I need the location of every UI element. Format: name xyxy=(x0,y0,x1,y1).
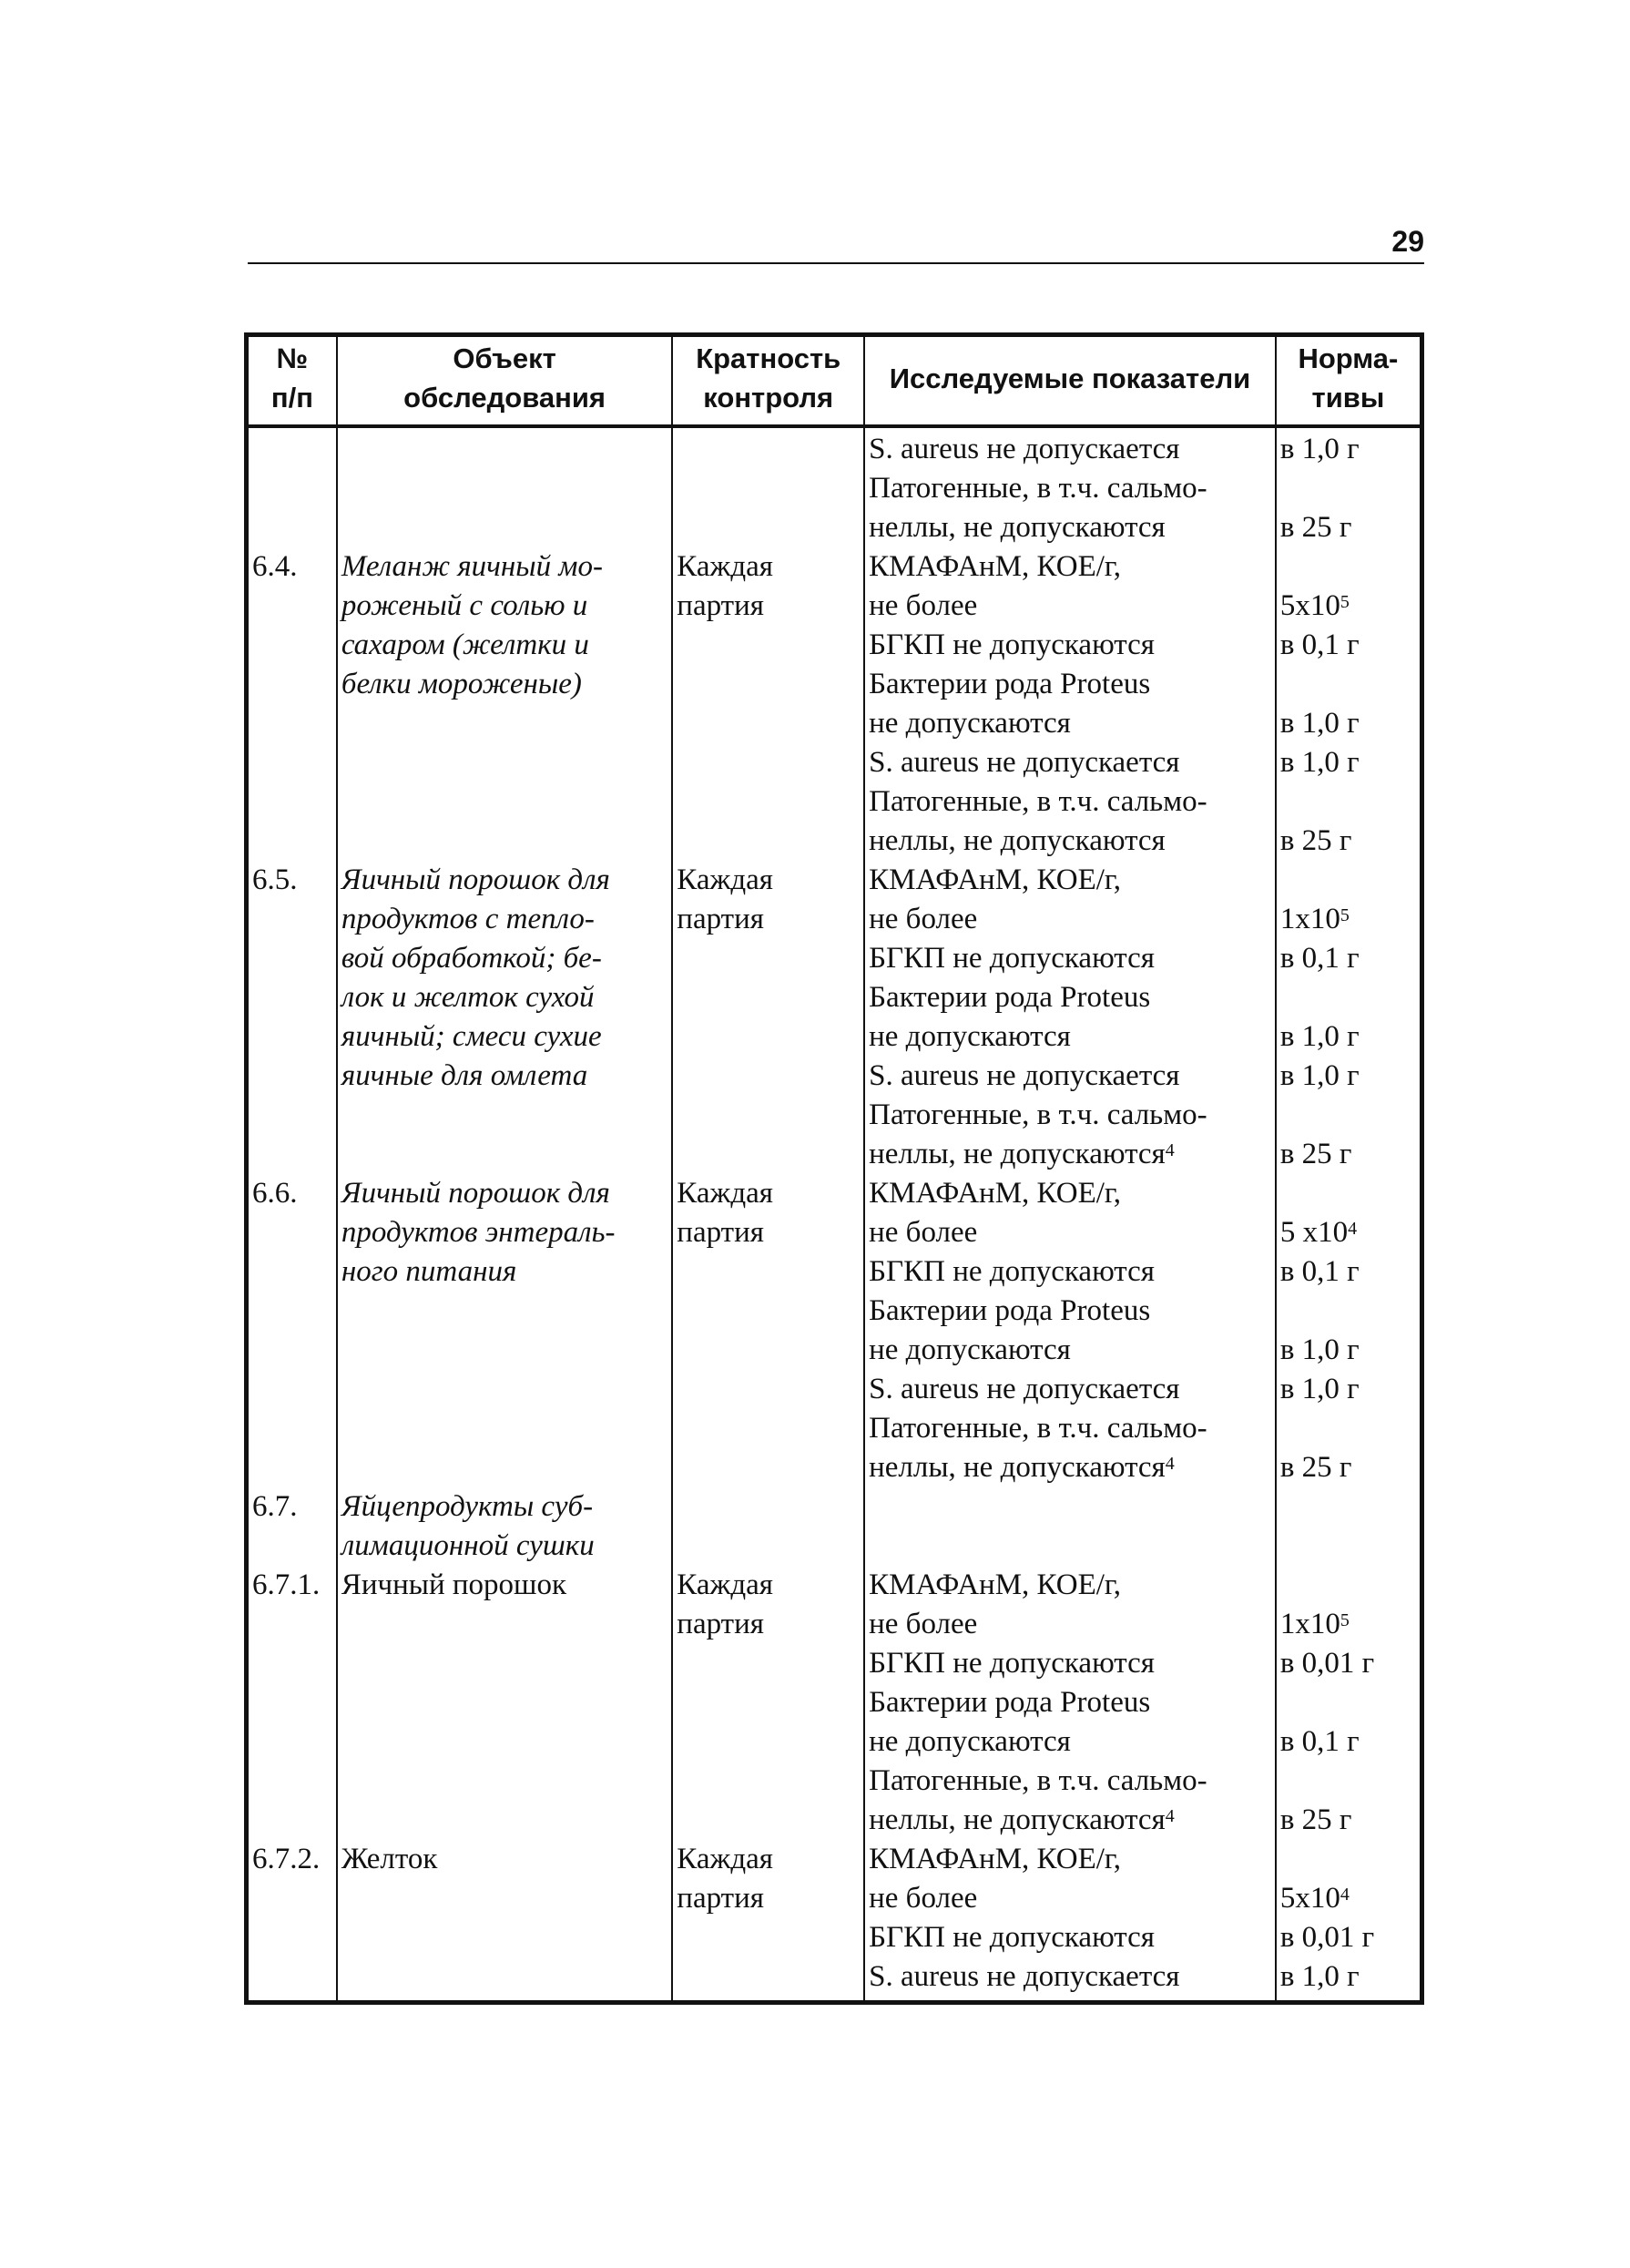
norm-line xyxy=(1280,743,1416,782)
norm-line xyxy=(1280,1918,1416,1957)
indicator-line xyxy=(869,1057,1271,1096)
row-number-text: 6.4. xyxy=(252,550,298,583)
norm-line xyxy=(1280,1213,1416,1252)
table-row xyxy=(247,1840,1422,2003)
cell-norms xyxy=(1276,1566,1422,1840)
object-line xyxy=(341,1174,667,1213)
object-line xyxy=(341,547,667,587)
object-line-text: продуктов энтераль- xyxy=(341,1216,616,1249)
indicator-line-text: S. aureus не допускается xyxy=(869,433,1180,465)
norm-line xyxy=(1280,1683,1416,1722)
cell-norms xyxy=(1276,547,1422,861)
object-line-text: лок и желток сухой xyxy=(341,981,595,1014)
header-object xyxy=(337,335,672,427)
cell-num xyxy=(247,1566,337,1840)
cell-frequency xyxy=(672,1487,864,1566)
cell-num xyxy=(247,426,337,547)
norm-line xyxy=(1280,1448,1416,1487)
header-num-line: п/п xyxy=(270,382,313,414)
norm-line xyxy=(1280,1370,1416,1409)
norm-line-text: в 25 г xyxy=(1279,511,1352,544)
indicator-line xyxy=(869,1722,1271,1762)
indicator-line-text: неллы, не допускаются xyxy=(869,824,1166,857)
row-number xyxy=(252,1566,332,1605)
header-rule xyxy=(248,262,1424,264)
indicator-line-text: БГКП не допускаются xyxy=(869,1647,1155,1680)
frequency-line-text: Каждая xyxy=(677,1177,773,1210)
norm-line-text: в 25 г xyxy=(1279,1803,1352,1836)
frequency-line xyxy=(677,1605,860,1644)
header-frequency-line: Кратность xyxy=(696,342,841,374)
indicator-line xyxy=(869,1840,1271,1879)
table-row xyxy=(247,1566,1422,1840)
cell-indicators xyxy=(864,426,1276,547)
indicator-line xyxy=(869,1292,1271,1331)
norm-line-text: 5 x10 xyxy=(1279,1216,1349,1249)
norm-line xyxy=(1280,1566,1416,1605)
indicator-line-text: не допускаются xyxy=(869,1725,1071,1758)
norm-line xyxy=(1280,822,1416,861)
norm-line xyxy=(1280,704,1416,743)
object-line xyxy=(341,1566,667,1605)
cell-num xyxy=(247,547,337,861)
cell-frequency xyxy=(672,1840,864,2003)
norm-line xyxy=(1280,626,1416,665)
indicator-line xyxy=(869,1957,1271,1997)
row-number xyxy=(252,1487,332,1527)
indicator-line-text: Бактерии рода Proteus xyxy=(869,1686,1151,1719)
row-number-text: 6.5. xyxy=(252,863,298,896)
header-object-line: Объект xyxy=(453,342,556,374)
indicator-line-text: не более xyxy=(869,1882,978,1915)
frequency-line xyxy=(677,1487,860,1527)
norm-line-text: в 0,1 г xyxy=(1279,1725,1360,1758)
object-line-text: яичный; смеси сухие xyxy=(341,1020,602,1053)
indicator-line-text: S. aureus не допускается xyxy=(869,1960,1180,1993)
object-line-text: Яйцепродукты суб- xyxy=(341,1490,594,1523)
frequency-line-text: Каждая xyxy=(677,1843,773,1875)
norm-line-text: в 1,0 г xyxy=(1279,746,1360,779)
cell-norms xyxy=(1276,1840,1422,2003)
table-row xyxy=(247,426,1422,547)
frequency-line xyxy=(677,1566,860,1605)
norm-line xyxy=(1280,978,1416,1017)
norm-line xyxy=(1280,782,1416,822)
cell-indicators xyxy=(864,1566,1276,1840)
row-number xyxy=(252,1840,332,1879)
indicator-line xyxy=(869,626,1271,665)
header-indicators xyxy=(864,335,1276,427)
header-norms xyxy=(1276,335,1422,427)
cell-frequency xyxy=(672,861,864,1174)
cell-num xyxy=(247,1174,337,1487)
norm-line-text: в 0,1 г xyxy=(1279,628,1360,661)
cell-object xyxy=(337,547,672,861)
indicator-line-text: S. aureus не допускается xyxy=(869,1373,1180,1405)
object-line-text: продуктов с тепло- xyxy=(341,903,595,935)
indicator-line-text: КМАФАнМ, КОЕ/г, xyxy=(869,1177,1121,1210)
cell-frequency xyxy=(672,1566,864,1840)
header-num xyxy=(247,335,337,427)
object-line-text: Яичный порошок для xyxy=(341,863,610,896)
table-row xyxy=(247,1487,1422,1566)
table-row xyxy=(247,861,1422,1174)
indicator-line xyxy=(869,587,1271,626)
norm-line-text: в 0,1 г xyxy=(1279,1255,1360,1288)
norm-line-text: в 0,01 г xyxy=(1279,1647,1375,1680)
indicator-line-text: S. aureus не допускается xyxy=(869,1059,1180,1092)
norm-line xyxy=(1280,939,1416,978)
indicator-line xyxy=(869,665,1271,704)
indicator-line-text: КМАФАнМ, КОЕ/г, xyxy=(869,1843,1121,1875)
table-row xyxy=(247,547,1422,861)
norm-line xyxy=(1280,430,1416,469)
object-line xyxy=(341,1487,667,1527)
header-indicators-line: Исследуемые показатели xyxy=(889,362,1251,394)
cell-object xyxy=(337,1487,672,1566)
object-line xyxy=(341,1213,667,1252)
norm-line-text: 5x10 xyxy=(1279,1882,1340,1915)
indicator-line-text: КМАФАнМ, КОЕ/г, xyxy=(869,863,1121,896)
indicator-line-text: неллы, не допускаются xyxy=(869,511,1166,544)
indicator-line xyxy=(869,1801,1271,1840)
norm-line xyxy=(1280,1762,1416,1801)
frequency-line xyxy=(677,861,860,900)
norm-line xyxy=(1280,900,1416,939)
norm-line-text: в 0,01 г xyxy=(1279,1921,1375,1954)
norm-line-text: в 1,0 г xyxy=(1279,1373,1360,1405)
indicator-line-text: не более xyxy=(869,1608,978,1640)
norm-line xyxy=(1280,547,1416,587)
norm-line-text: в 0,1 г xyxy=(1279,942,1360,975)
indicator-line xyxy=(869,469,1271,508)
indicator-line-text: Бактерии рода Proteus xyxy=(869,981,1151,1014)
norm-line-text: в 1,0 г xyxy=(1279,1960,1360,1993)
indicator-line xyxy=(869,1762,1271,1801)
object-line-text: Желток xyxy=(341,1843,438,1875)
object-line xyxy=(341,939,667,978)
indicator-line-text: Патогенные, в т.ч. сальмо- xyxy=(869,1412,1207,1445)
norm-line-text: 1x10 xyxy=(1279,1608,1340,1640)
indicator-line-text: не допускаются xyxy=(869,1020,1071,1053)
indicator-line-text: БГКП не допускаются xyxy=(869,1921,1155,1954)
indicator-line xyxy=(869,1135,1271,1174)
table-body xyxy=(247,426,1422,2003)
indicator-line xyxy=(869,1096,1271,1135)
indicator-line xyxy=(869,743,1271,782)
indicator-line-text: КМАФАнМ, КОЕ/г, xyxy=(869,550,1121,583)
cell-frequency xyxy=(672,547,864,861)
norm-line xyxy=(1280,861,1416,900)
norm-line-text: в 25 г xyxy=(1279,824,1352,857)
indicator-line xyxy=(869,1252,1271,1292)
object-line xyxy=(341,1527,667,1566)
indicator-line-text: не допускаются xyxy=(869,1333,1071,1366)
indicator-line xyxy=(869,430,1271,469)
norm-line xyxy=(1280,665,1416,704)
cell-frequency xyxy=(672,426,864,547)
object-line xyxy=(341,430,667,469)
row-number-text: 6.7. xyxy=(252,1490,298,1523)
indicator-line xyxy=(869,1879,1271,1918)
header-frequency xyxy=(672,335,864,427)
indicator-line-text: не допускаются xyxy=(869,707,1071,740)
table-header-row xyxy=(247,335,1422,427)
norm-line-text: в 25 г xyxy=(1279,1138,1352,1170)
row-number xyxy=(252,547,332,587)
indicator-line-text: БГКП не допускаются xyxy=(869,942,1155,975)
frequency-line xyxy=(677,1879,860,1918)
cell-num xyxy=(247,1840,337,2003)
object-line-text: лимационной сушки xyxy=(341,1529,595,1562)
object-line-text: сахаром (желтки и xyxy=(341,628,589,661)
object-line xyxy=(341,1840,667,1879)
object-line-text: яичные для омлета xyxy=(341,1059,588,1092)
norm-line xyxy=(1280,1292,1416,1331)
indicator-line-text: Патогенные, в т.ч. сальмо- xyxy=(869,472,1207,505)
row-number-text: 6.6. xyxy=(252,1177,298,1210)
cell-object xyxy=(337,1840,672,2003)
cell-norms xyxy=(1276,1487,1422,1566)
frequency-line xyxy=(677,1213,860,1252)
frequency-line xyxy=(677,1174,860,1213)
indicator-line-text: не более xyxy=(869,1216,978,1249)
header-object-line: обследования xyxy=(403,382,606,414)
norm-line xyxy=(1280,1096,1416,1135)
object-line xyxy=(341,665,667,704)
norm-line-text: в 1,0 г xyxy=(1279,707,1360,740)
frequency-line-text: партия xyxy=(677,1216,764,1249)
object-line xyxy=(341,626,667,665)
frequency-line-text: партия xyxy=(677,589,764,622)
norm-line xyxy=(1280,1957,1416,1997)
indicator-line-text: неллы, не допускаются xyxy=(869,1803,1166,1836)
indicator-line xyxy=(869,1683,1271,1722)
norm-line xyxy=(1280,1527,1416,1566)
frequency-line-text: партия xyxy=(677,1882,764,1915)
norm-line-text: в 25 г xyxy=(1279,1451,1352,1484)
indicator-line xyxy=(869,508,1271,547)
header-norms-line: тивы xyxy=(1311,382,1385,414)
object-line-text: вой обработкой; бе- xyxy=(341,942,602,975)
norms-table xyxy=(244,332,1424,2005)
indicator-line xyxy=(869,704,1271,743)
indicator-line-text: Бактерии рода Proteus xyxy=(869,668,1151,700)
row-number-text: 6.7.1. xyxy=(252,1568,321,1601)
indicator-line-text: Патогенные, в т.ч. сальмо- xyxy=(869,1098,1207,1131)
norm-line xyxy=(1280,1409,1416,1448)
indicator-line-text: БГКП не допускаются xyxy=(869,628,1155,661)
norm-line xyxy=(1280,1017,1416,1057)
indicator-line xyxy=(869,1605,1271,1644)
frequency-line xyxy=(677,547,860,587)
indicator-line-text: Бактерии рода Proteus xyxy=(869,1294,1151,1327)
norm-line xyxy=(1280,1252,1416,1292)
cell-norms xyxy=(1276,1174,1422,1487)
frequency-line xyxy=(677,430,860,469)
norm-line-text: 1x10 xyxy=(1279,903,1340,935)
indicator-line xyxy=(869,1370,1271,1409)
norm-line xyxy=(1280,1605,1416,1644)
object-line xyxy=(341,1252,667,1292)
cell-frequency xyxy=(672,1174,864,1487)
norm-line xyxy=(1280,1840,1416,1879)
row-number xyxy=(252,1174,332,1213)
object-line-text: Яичный порошок для xyxy=(341,1177,610,1210)
frequency-line xyxy=(677,900,860,939)
object-line xyxy=(341,978,667,1017)
indicator-line-text: S. aureus не допускается xyxy=(869,746,1180,779)
norm-exponent: 4 xyxy=(1340,1885,1350,1905)
row-number xyxy=(252,430,332,469)
norm-line-text: в 1,0 г xyxy=(1279,433,1360,465)
frequency-line-text: партия xyxy=(677,903,764,935)
indicator-line xyxy=(869,1331,1271,1370)
norm-line xyxy=(1280,1057,1416,1096)
object-line-text: Меланж яичный мо- xyxy=(341,550,603,583)
norm-line xyxy=(1280,1644,1416,1683)
footnote-mark: 4 xyxy=(1165,1140,1175,1160)
norm-line xyxy=(1280,1487,1416,1527)
norm-line xyxy=(1280,1174,1416,1213)
cell-object xyxy=(337,426,672,547)
object-line-text: белки мороженые) xyxy=(341,668,582,700)
indicator-line xyxy=(869,547,1271,587)
indicator-line xyxy=(869,1644,1271,1683)
object-line-text: Яичный порошок xyxy=(341,1568,566,1601)
object-line-text: ного питания xyxy=(341,1255,517,1288)
indicator-line-text: не более xyxy=(869,903,978,935)
cell-norms xyxy=(1276,426,1422,547)
indicator-line-text: БГКП не допускаются xyxy=(869,1255,1155,1288)
footnote-mark: 4 xyxy=(1165,1806,1175,1826)
cell-indicators xyxy=(864,861,1276,1174)
indicator-line-text: Патогенные, в т.ч. сальмо- xyxy=(869,785,1207,818)
norm-exponent: 5 xyxy=(1340,1610,1350,1630)
indicator-line-text: неллы, не допускаются xyxy=(869,1451,1166,1484)
indicator-line xyxy=(869,900,1271,939)
frequency-line xyxy=(677,587,860,626)
object-line xyxy=(341,1057,667,1096)
indicator-line xyxy=(869,1918,1271,1957)
cell-norms xyxy=(1276,861,1422,1174)
table-row xyxy=(247,1174,1422,1487)
indicator-line xyxy=(869,822,1271,861)
cell-num xyxy=(247,1487,337,1566)
cell-object xyxy=(337,1174,672,1487)
indicator-line-text: КМАФАнМ, КОЕ/г, xyxy=(869,1568,1121,1601)
cell-object xyxy=(337,1566,672,1840)
object-line xyxy=(341,900,667,939)
indicator-line xyxy=(869,1566,1271,1605)
cell-indicators xyxy=(864,1840,1276,2003)
indicator-line-text: не более xyxy=(869,589,978,622)
indicator-line xyxy=(869,1213,1271,1252)
norm-line-text: в 1,0 г xyxy=(1279,1333,1360,1366)
norm-line xyxy=(1280,1879,1416,1918)
indicator-line xyxy=(869,1487,1271,1527)
cell-object xyxy=(337,861,672,1174)
header-num-line: № xyxy=(276,342,309,374)
norm-exponent: 5 xyxy=(1340,592,1350,612)
indicator-line xyxy=(869,1017,1271,1057)
object-line xyxy=(341,861,667,900)
cell-indicators xyxy=(864,1174,1276,1487)
frequency-line xyxy=(677,1840,860,1879)
norm-line xyxy=(1280,1722,1416,1762)
norm-line xyxy=(1280,1801,1416,1840)
footnote-mark: 4 xyxy=(1165,1454,1175,1474)
norm-line xyxy=(1280,1331,1416,1370)
cell-num xyxy=(247,861,337,1174)
indicator-line-text: неллы, не допускаются xyxy=(869,1138,1166,1170)
indicator-line xyxy=(869,1448,1271,1487)
indicator-line xyxy=(869,861,1271,900)
norm-exponent: 5 xyxy=(1340,905,1350,925)
indicator-line xyxy=(869,939,1271,978)
object-line xyxy=(341,587,667,626)
cell-indicators xyxy=(864,1487,1276,1566)
page-number: 29 xyxy=(1391,225,1424,258)
header-frequency-line: контроля xyxy=(703,382,834,414)
norm-exponent: 4 xyxy=(1348,1219,1358,1239)
indicator-line xyxy=(869,1409,1271,1448)
indicator-line xyxy=(869,782,1271,822)
norm-line xyxy=(1280,587,1416,626)
indicator-line xyxy=(869,978,1271,1017)
row-number xyxy=(252,861,332,900)
norm-line-text: 5x10 xyxy=(1279,589,1340,622)
frequency-line-text: Каждая xyxy=(677,550,773,583)
row-number-text: 6.7.2. xyxy=(252,1843,321,1875)
norm-line-text: в 1,0 г xyxy=(1279,1059,1360,1092)
frequency-line-text: партия xyxy=(677,1608,764,1640)
object-line xyxy=(341,1017,667,1057)
indicator-line xyxy=(869,1527,1271,1566)
norm-line-text: в 1,0 г xyxy=(1279,1020,1360,1053)
norm-line xyxy=(1280,508,1416,547)
object-line-text: роженый с солью и xyxy=(341,589,588,622)
frequency-line-text: Каждая xyxy=(677,1568,773,1601)
cell-indicators xyxy=(864,547,1276,861)
norm-line xyxy=(1280,1135,1416,1174)
frequency-line-text: Каждая xyxy=(677,863,773,896)
header-norms-line: Норма- xyxy=(1298,342,1399,374)
norm-line xyxy=(1280,469,1416,508)
indicator-line-text: Патогенные, в т.ч. сальмо- xyxy=(869,1764,1207,1797)
indicator-line xyxy=(869,1174,1271,1213)
